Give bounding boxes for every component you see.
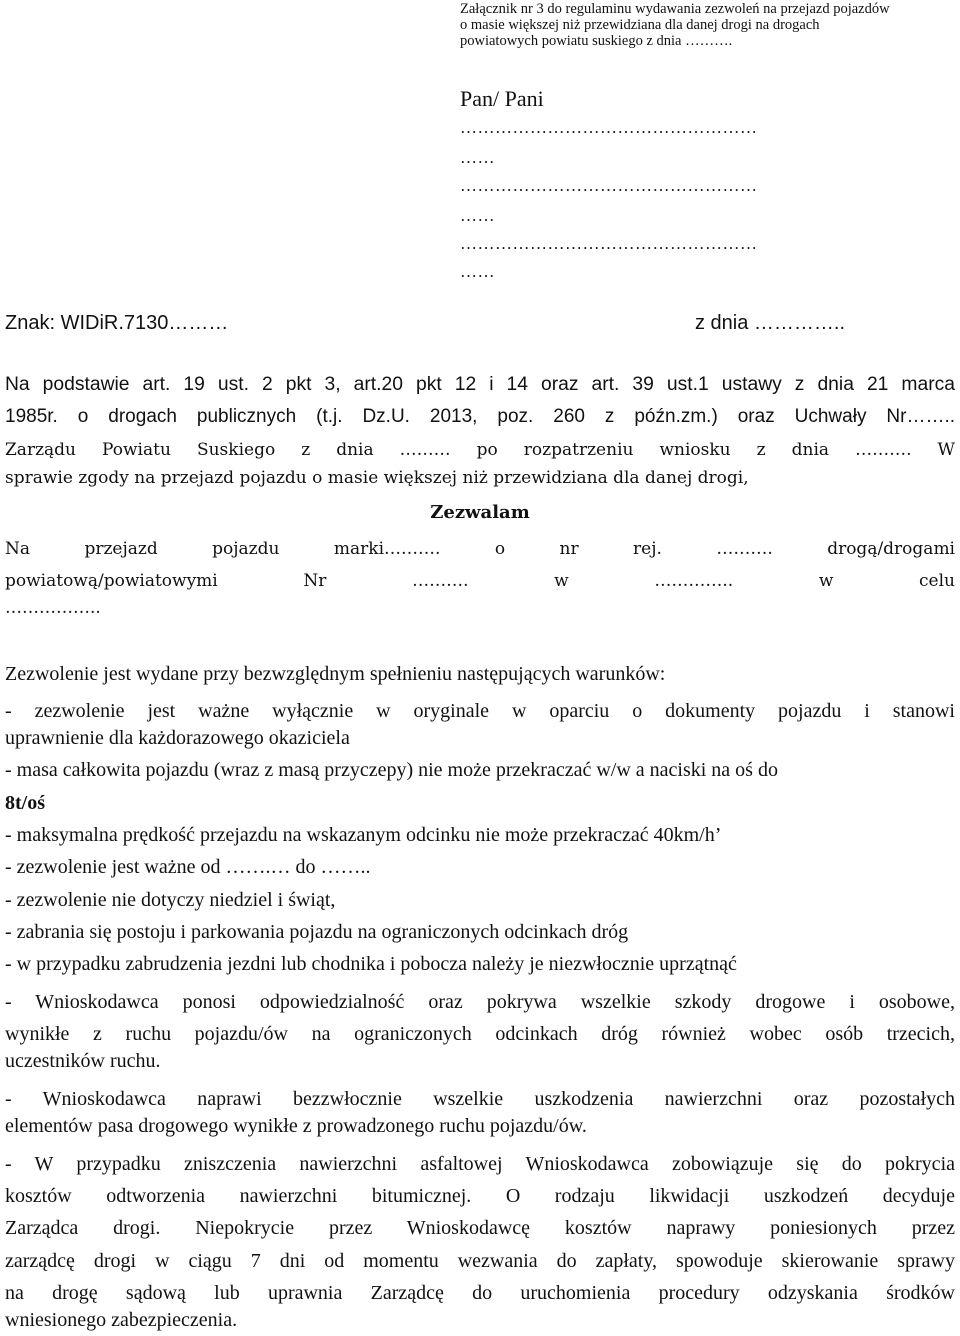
condition-8-line-1: - Wnioskodawca ponosi odpowiedzialność oraz pokrywa wszelkie szkody drogowe i osobowe,: [5, 991, 955, 1013]
condition-10-line-1: - W przypadku zniszczenia nawierzchni asfaltowej Wnioskodawca zobowiązuje się do pokrycia: [5, 1153, 955, 1175]
legal-basis-line-3: Zarządu Powiatu Suskiego z dnia ……… po rozpatrzeniu wniosku z dnia ………. W: [5, 440, 955, 460]
condition-2: - masa całkowita pojazdu (wraz z masą przyczepy) nie może przekraczać w/w a naciski na oś do: [5, 759, 778, 781]
addressee-line-1: ……………………………………………: [460, 118, 758, 137]
addressee-line-5: ……………………………………………: [460, 234, 758, 253]
attachment-note: Załącznik nr 3 do regulaminu wydawania zezwoleń na przejazd pojazdów o masie większej niż przewidziana dla danej drogi na drogach powiatowych powiatu suskiego z dnia ……….: [460, 1, 890, 49]
condition-8-line-3: uczestników ruchu.: [5, 1050, 161, 1072]
condition-10-line-6: wniesionego zabezpieczenia.: [5, 1309, 238, 1331]
condition-10-line-4: zarządcę drogi w ciągu 7 dni od momentu wezwania do zapłaty, spowoduje skierowanie sprawy: [5, 1250, 955, 1272]
conditions-intro: Zezwolenie jest wydane przy bezwzględnym spełnieniu następujących warunków:: [5, 663, 666, 685]
condition-6: - zabrania się postoju i parkowania pojazdu na ograniczonych odcinkach dróg: [5, 921, 629, 943]
permit-line-1: Na przejazd pojazdu marki………. o nr rej. ………. drogą/drogami: [5, 539, 955, 559]
condition-5: - zezwolenie nie dotyczy niedziel i świąt,: [5, 889, 336, 911]
condition-7: - w przypadku zabrudzenia jezdni lub chodnika i pobocza należy je niezwłocznie uprzątnąć: [5, 953, 737, 975]
condition-10-line-2: kosztów odtworzenia nawierzchni bitumicznej. O rodzaju likwidacji uszkodzeń decyduje: [5, 1185, 955, 1207]
legal-basis-line-1: Na podstawie art. 19 ust. 2 pkt 3, art.20 pkt 12 i 14 oraz art. 39 ust.1 ustawy z dnia 21 marca: [5, 374, 955, 395]
permit-line-2: powiatową/powiatowymi Nr ………. w ………….. w celu: [5, 571, 955, 591]
addressee-label: Pan/ Pani: [460, 86, 544, 111]
condition-8-line-2: wynikłe z ruchu pojazdu/ów na ograniczonych odcinkach dróg również wobec osób trzecich,: [5, 1023, 955, 1045]
permit-line-3: ……………..: [5, 598, 101, 618]
addressee-line-3: ……………………………………………: [460, 176, 758, 195]
condition-10-line-3: Zarządca drogi. Niepokrycie przez Wnioskodawcę kosztów naprawy poniesionych przez: [5, 1217, 955, 1239]
addressee-line-6: ……: [460, 262, 495, 281]
condition-4: - zezwolenie jest ważne od …….… do ……..: [5, 856, 371, 878]
decision-heading: Zezwalam: [430, 502, 530, 523]
legal-basis-line-2: 1985r. o drogach publicznych (t.j. Dz.U. 2013, poz. 260 z późn.zm.) oraz Uchwały Nr……..: [5, 406, 955, 427]
condition-3: - maksymalna prędkość przejazdu na wskazanym odcinku nie może przekraczać 40km/h’: [5, 824, 722, 846]
condition-1-cont: uprawnienie dla każdorazowego okaziciela: [5, 727, 350, 749]
condition-10-line-5: na drogę sądową lub uprawnia Zarządcę do uruchomienia procedury odzyskania środków: [5, 1282, 955, 1304]
legal-basis-line-4: sprawie zgody na przejazd pojazdu o masie większej niż przewidziana dla danej drogi,: [5, 468, 749, 488]
condition-9-line-1: - Wnioskodawca naprawi bezzwłocznie wszelkie uszkodzenia nawierzchni oraz pozostałych: [5, 1088, 955, 1110]
addressee-line-2: ……: [460, 148, 495, 167]
condition-1: - zezwolenie jest ważne wyłącznie w oryginale w oparciu o dokumenty pojazdu i stanowi: [5, 700, 955, 722]
condition-9-line-2: elementów pasa drogowego wynikłe z prowadzonego ruchu pojazdu/ów.: [5, 1115, 587, 1137]
reference-date: z dnia …………..: [695, 312, 846, 334]
addressee-line-4: ……: [460, 206, 495, 225]
reference-number: Znak: WIDiR.7130………: [5, 312, 229, 334]
condition-2-cont: 8t/oś: [5, 792, 45, 814]
